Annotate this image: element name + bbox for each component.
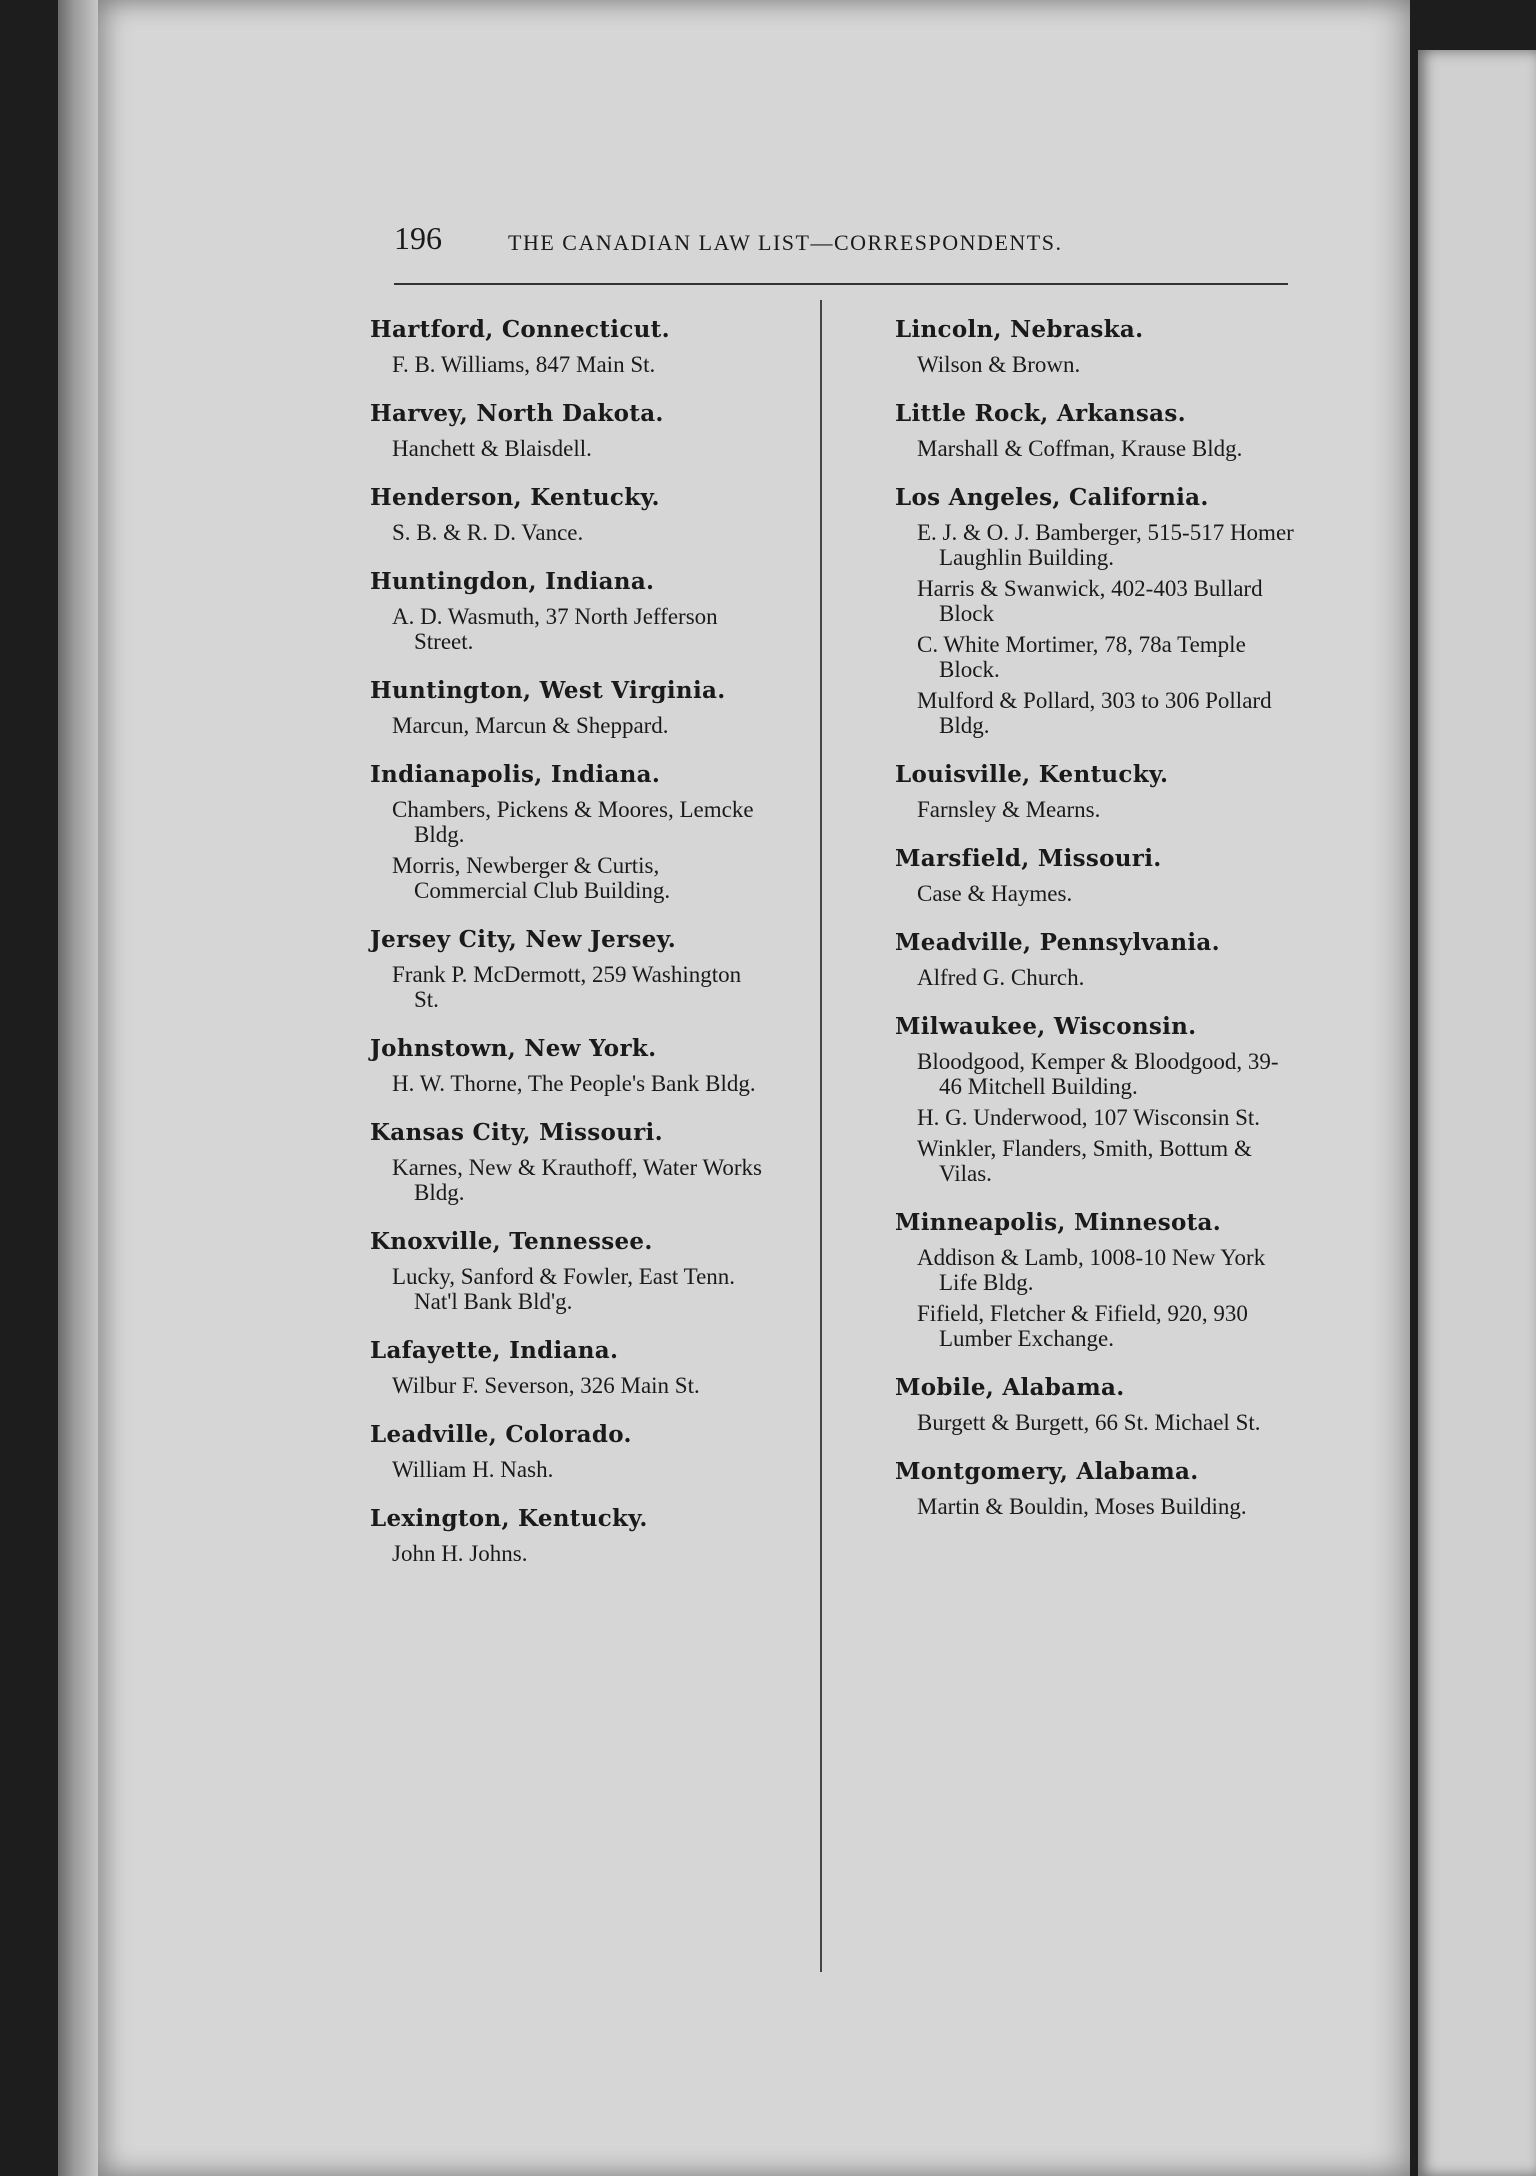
entry-firm: F. B. Williams, 847 Main St. — [392, 352, 656, 377]
directory-entry — [895, 1373, 1295, 1435]
page-number: 196 — [394, 220, 442, 256]
right-column — [895, 315, 1295, 1541]
directory-entry — [370, 1034, 770, 1096]
directory-entry — [370, 1336, 770, 1398]
directory-entry — [895, 399, 1295, 461]
directory-entry — [370, 760, 770, 903]
entry-firm: Lucky, Sanford & Fowler, East Tenn. Nat'l Bank Bld'g. — [392, 1264, 736, 1314]
column-divider — [820, 300, 822, 1972]
directory-entry — [370, 399, 770, 461]
entry-place: Little Rock, Arkansas. — [895, 400, 1186, 427]
running-title: THE CANADIAN LAW LIST—CORRESPONDENTS. — [508, 230, 1063, 255]
entry-place: Jersey City, New Jersey. — [370, 926, 677, 953]
entry-firm: E. J. & O. J. Bamberger, 515-517 Homer Laughlin Building. — [917, 520, 1294, 570]
entry-place: Knoxville, Tennessee. — [370, 1228, 653, 1255]
entry-firm: Chambers, Pickens & Moores, Lemcke Bldg. — [392, 797, 754, 847]
entry-place: Harvey, North Dakota. — [370, 400, 664, 427]
entry-place: Lafayette, Indiana. — [370, 1337, 619, 1364]
directory-entry — [370, 1420, 770, 1482]
entry-firm: A. D. Wasmuth, 37 North Jefferson Street. — [392, 604, 718, 654]
entry-place: Lincoln, Nebraska. — [895, 316, 1144, 343]
page-header — [394, 220, 1294, 260]
entry-firm: John H. Johns. — [392, 1541, 528, 1566]
entry-firm: Martin & Bouldin, Moses Building. — [917, 1494, 1247, 1519]
entry-firm: Frank P. McDermott, 259 Washington St. — [392, 962, 742, 1012]
directory-entry — [895, 928, 1295, 990]
entry-firm: Mulford & Pollard, 303 to 306 Pollard Bldg. — [917, 688, 1272, 738]
entry-place: Hartford, Connecticut. — [370, 316, 670, 343]
directory-entry — [370, 1227, 770, 1314]
entry-firm: Marshall & Coffman, Krause Bldg. — [917, 436, 1243, 461]
entry-firm: Wilbur F. Severson, 326 Main St. — [392, 1373, 700, 1398]
entry-place: Mobile, Alabama. — [895, 1374, 1125, 1401]
directory-entry — [895, 844, 1295, 906]
book-page-edges — [58, 0, 98, 2176]
entry-firm: Fifield, Fletcher & Fifield, 920, 930 Lumber Exchange. — [917, 1301, 1248, 1351]
entry-place: Meadville, Pennsylvania. — [895, 929, 1220, 956]
left-column — [370, 315, 770, 1588]
entry-place: Huntingdon, Indiana. — [370, 568, 655, 595]
directory-entry — [895, 1457, 1295, 1519]
entry-place: Marsfield, Missouri. — [895, 845, 1162, 872]
entry-place: Minneapolis, Minnesota. — [895, 1209, 1222, 1236]
directory-entry — [370, 1504, 770, 1566]
entry-place: Huntington, West Virginia. — [370, 677, 726, 704]
entry-place: Kansas City, Missouri. — [370, 1119, 663, 1146]
directory-entry — [370, 676, 770, 738]
entry-firm: Wilson & Brown. — [917, 352, 1081, 377]
entry-firm: Burgett & Burgett, 66 St. Michael St. — [917, 1410, 1261, 1435]
entry-firm: H. G. Underwood, 107 Wisconsin St. — [917, 1105, 1261, 1130]
directory-entry — [895, 1012, 1295, 1186]
entry-place: Indianapolis, Indiana. — [370, 761, 661, 788]
entry-firm: Addison & Lamb, 1008-10 New York Life Bldg. — [917, 1245, 1266, 1295]
header-rule — [394, 283, 1288, 285]
entry-firm: Morris, Newberger & Curtis, Commercial Club Building. — [392, 853, 671, 903]
directory-entry — [895, 483, 1295, 738]
entry-place: Henderson, Kentucky. — [370, 484, 660, 511]
directory-entry — [370, 483, 770, 545]
entry-firm: Hanchett & Blaisdell. — [392, 436, 592, 461]
entry-firm: Case & Haymes. — [917, 881, 1073, 906]
entry-place: Johnstown, New York. — [370, 1035, 657, 1062]
directory-entry — [370, 925, 770, 1012]
entry-firm: Winkler, Flanders, Smith, Bottum & Vilas. — [917, 1136, 1252, 1186]
entry-place: Montgomery, Alabama. — [895, 1458, 1199, 1485]
entry-firm: C. White Mortimer, 78, 78a Temple Block. — [917, 632, 1246, 682]
entry-firm: H. W. Thorne, The People's Bank Bldg. — [392, 1071, 756, 1096]
entry-firm: William H. Nash. — [392, 1457, 554, 1482]
entry-place: Louisville, Kentucky. — [895, 761, 1169, 788]
directory-entry — [895, 1208, 1295, 1351]
facing-page-edge — [1418, 50, 1536, 2176]
entry-firm: Alfred G. Church. — [917, 965, 1085, 990]
entry-place: Los Angeles, California. — [895, 484, 1209, 511]
entry-firm: Karnes, New & Krauthoff, Water Works Bldg. — [392, 1155, 762, 1205]
directory-entry — [370, 567, 770, 654]
entry-firm: S. B. & R. D. Vance. — [392, 520, 584, 545]
entry-firm: Marcun, Marcun & Sheppard. — [392, 713, 669, 738]
entry-place: Milwaukee, Wisconsin. — [895, 1013, 1197, 1040]
entry-firm: Farnsley & Mearns. — [917, 797, 1101, 822]
entry-place: Leadville, Colorado. — [370, 1421, 632, 1448]
entry-firm: Harris & Swanwick, 402-403 Bullard Block — [917, 576, 1263, 626]
directory-entry — [895, 760, 1295, 822]
directory-entry — [895, 315, 1295, 377]
entry-place: Lexington, Kentucky. — [370, 1505, 648, 1532]
entry-firm: Bloodgood, Kemper & Bloodgood, 39-46 Mitchell Building. — [917, 1049, 1279, 1099]
directory-entry — [370, 1118, 770, 1205]
directory-entry — [370, 315, 770, 377]
